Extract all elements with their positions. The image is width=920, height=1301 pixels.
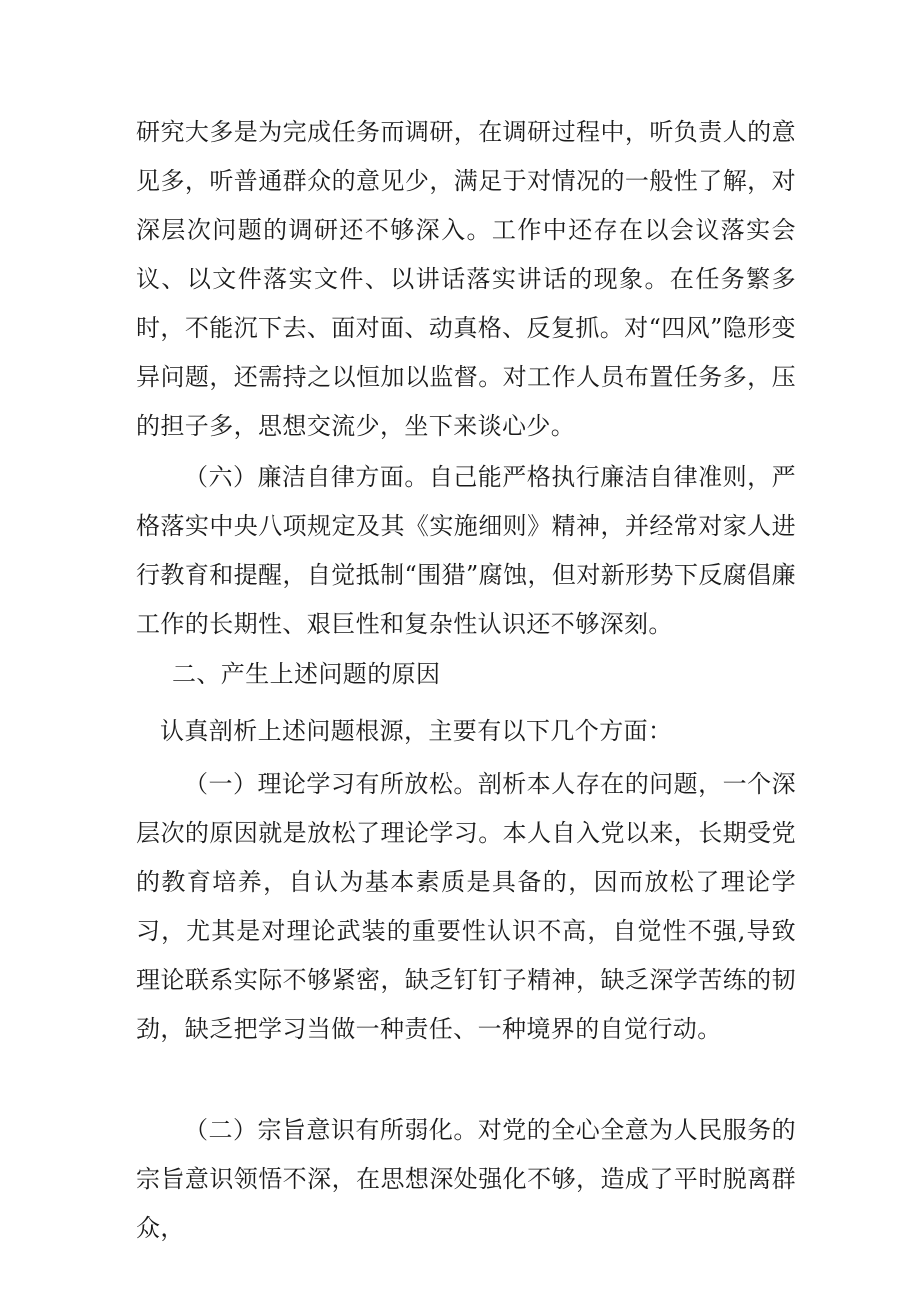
cause-two-paragraph: （二）宗旨意识有所弱化。对党的全心全意为人民服务的宗旨意识领悟不深，在思想深处强化不够，造成了平时脱离群众， <box>136 1116 796 1242</box>
continuation-paragraph: 研究大多是为完成任务而调研，在调研过程中，听负责人的意见多，听普通群众的意见少，满足于对情况的一般性了解，对深层次问题的调研还不够深入。工作中还存在以会议落实会议、以文件落实文件、以讲话落实讲话的现象。在任务繁多时，不能沉下去、面对面、动真格、反复抓。对“四风”隐形变异问题，还需持之以恒加以监督。对工作人员布置任务多，压的担子多，思想交流少，坐下来谈心少。 <box>136 118 796 440</box>
section-heading-causes: 二、产生上述问题的原因 <box>172 660 441 688</box>
lead-in-paragraph: 认真剖析上述问题根源，主要有以下几个方面： <box>160 717 673 745</box>
cause-one-paragraph: （一）理论学习有所放松。剖析本人存在的问题，一个深层次的原因就是放松了理论学习。本人自入党以来，长期受党的教育培养，自认为基本素质是具备的，因而放松了理论学习，尤其是对理论武装的重要性认识不高，自觉性不强,导致理论联系实际不够紧密，缺乏钉钉子精神，缺乏深学苦练的韧劲，缺乏把学习当做一种责任、一种境界的自觉行动。 <box>136 770 796 1043</box>
section-six-paragraph: （六）廉洁自律方面。自己能严格执行廉洁自律准则，严格落实中央八项规定及其《实施细则》精神，并经常对家人进行教育和提醒，自觉抵制“围猎”腐蚀，但对新形势下反腐倡廉工作的长期性、艰巨性和复杂性认识还不够深刻。 <box>136 463 796 638</box>
